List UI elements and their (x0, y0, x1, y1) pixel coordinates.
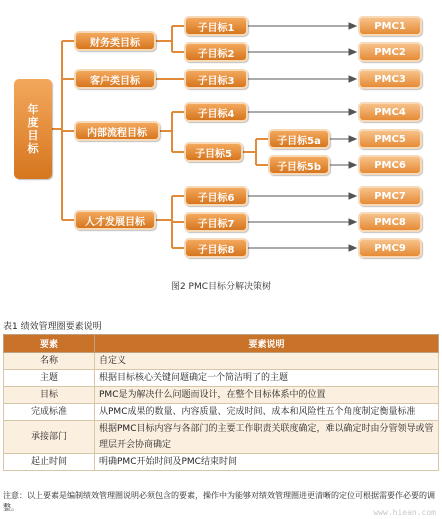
root-node (14, 79, 52, 179)
subgoal-node: 子目标4 (184, 102, 248, 122)
group-node: 财务类目标 (74, 31, 156, 51)
root-char: 目 (27, 129, 39, 142)
group-node: 客户类目标 (74, 69, 156, 89)
subgoal-node: 子目标5b (268, 155, 330, 175)
element-name: 完成标准 (4, 404, 95, 421)
table-caption: 表1 绩效管理圈要素说明 (3, 322, 102, 332)
watermark: www.hiean.com (373, 508, 436, 517)
subgoal-node: 子目标8 (184, 238, 248, 258)
element-desc: 明确PMC开始时间及PMC结束时间 (95, 454, 439, 471)
table-header-row (4, 335, 439, 353)
element-desc: 从PMC成果的数量、内容质量、完成时间、成本和风险性五个角度制定衡量标准 (95, 404, 439, 421)
table-row (4, 404, 439, 421)
table-row (4, 454, 439, 471)
pmc-node: PMC2 (358, 42, 422, 62)
subgoal-node: 子目标1 (184, 16, 248, 36)
group-node: 人才发展目标 (74, 210, 156, 230)
subgoal-node: 子目标7 (184, 212, 248, 232)
table-row (4, 353, 439, 370)
root-char: 度 (27, 116, 39, 129)
root-char: 年 (27, 103, 39, 116)
subgoal-node: 子目标6 (184, 186, 248, 206)
subgoal-node: 子目标2 (184, 42, 248, 62)
subgoal-node: 子目标3 (184, 69, 248, 89)
element-name: 起止时间 (4, 454, 95, 471)
table-row (4, 387, 439, 404)
element-name: 名称 (4, 353, 95, 370)
table-row (4, 370, 439, 387)
root-char: 标 (27, 142, 39, 155)
pmc-node: PMC9 (358, 238, 422, 258)
figure-caption: 图2 PMC目标分解决策树 (170, 282, 272, 292)
pmc-node: PMC7 (358, 186, 422, 206)
elements-table (3, 334, 439, 471)
element-desc: PMC是为解决什么问题而设计，在整个目标体系中的位置 (95, 387, 439, 404)
pmc-node: PMC6 (358, 155, 422, 175)
element-name: 主题 (4, 370, 95, 387)
subgoal-node: 子目标5a (268, 129, 330, 149)
element-name: 目标 (4, 387, 95, 404)
subgoal-node: 子目标5 (184, 142, 243, 162)
element-name: 承接部门 (4, 421, 95, 454)
group-node: 内部流程目标 (74, 121, 160, 141)
pmc-node: PMC1 (358, 16, 422, 36)
table-row (4, 421, 439, 454)
pmc-node: PMC4 (358, 102, 422, 122)
pmc-node: PMC8 (358, 212, 422, 232)
column-header: 要素说明 (95, 335, 439, 353)
pmc-node: PMC3 (358, 69, 422, 89)
pmc-node: PMC5 (358, 129, 422, 149)
element-desc: 自定义 (95, 353, 439, 370)
element-desc: 根据PMC目标内容与各部门的主要工作职责关联度确定，难以确定时由分管领导或管理层开会协商确定 (95, 421, 439, 454)
footnote: 注意：以上要素是编制绩效管理圈说明必须包含的要素，操作中为能够对绩效管理圈进更清晰的定位可根据需要作必要的调整。 (3, 491, 435, 512)
column-header: 要素 (4, 335, 95, 353)
element-desc: 根据目标核心关键问题确定一个简洁明了的主题 (95, 370, 439, 387)
